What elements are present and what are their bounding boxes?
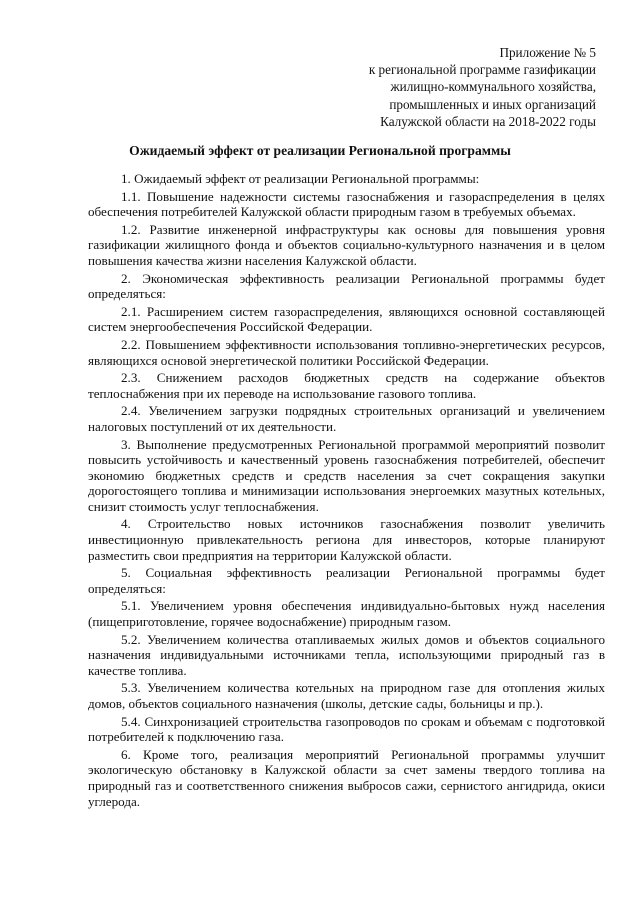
appendix-number: Приложение № 5	[499, 45, 596, 60]
appendix-program-line-3: промышленных и иных организаций	[389, 96, 596, 112]
paragraph-5-4: 5.4. Синхронизацией строительства газопроводов по срокам и объемам с подготовкой потребителей к подключению газа.	[88, 713, 605, 745]
paragraph-2-2: 2.2. Повышением эффективности использования топливно-энергетических ресурсов, являющихся основой энергетической политики Российской Федерации.	[88, 336, 605, 368]
paragraph-1-1: 1.1. Повышение надежности системы газоснабжения и газораспределения в целях обеспечения потребителей Калужской области природным газом в требуемых объемах.	[88, 188, 605, 220]
appendix-program-line-1: к региональной программе газификации	[368, 62, 596, 78]
appendix-header	[296, 44, 596, 130]
paragraph-2-1: 2.1. Расширением систем газораспределения, являющихся основной составляющей систем энергообеспечения Российской Федерации.	[88, 303, 605, 335]
appendix-program-line-2: жилищно-коммунального хозяйства,	[390, 79, 596, 95]
paragraph-5: 5. Социальная эффективность реализации Региональной программы будет определяться:	[88, 565, 605, 596]
paragraph-4: 4. Строительство новых источников газоснабжения позволит увеличить инвестиционную привлекательность региона для инвесторов, которые планируют разместить свои предприятия на территории Калужской области.	[88, 516, 605, 563]
appendix-program-line-4: Калужской области на 2018-2022 годы	[380, 113, 596, 129]
paragraph-5-1: 5.1. Увеличением уровня обеспечения индивидуально-бытовых нужд населения (пищеприготовление, горячее водоснабжение) природным газом.	[88, 598, 605, 630]
paragraph-3: 3. Выполнение предусмотренных Региональной программой мероприятий позволит повысить устойчивость и качественный уровень газоснабжения потребителей, обеспечит экономию бюджетных средств и средств населения за счет сокращения закупки дорогостоящего топлива и минимизации использования энергоемких мазутных котельных, снизит стоимость услуг теплоснабжения.	[88, 436, 605, 514]
paragraph-2: 2. Экономическая эффективность реализации Региональной программы будет определяться:	[88, 270, 605, 302]
paragraph-1-2: 1.2. Развитие инженерной инфраструктуры как основы для повышения уровня газификации жилищного фонда и объектов социально-культурного назначения и в целом повышения качества жизни населения Калужской области.	[88, 221, 605, 268]
paragraph-2-3: 2.3. Снижением расходов бюджетных средств на содержание объектов теплоснабжения при их переводе на использование газового топлива.	[88, 370, 605, 401]
paragraph-5-2: 5.2. Увеличением количества отапливаемых жилых домов и объектов социального назначения индивидуальными источниками тепла, использующими природный газ в качестве топлива.	[88, 631, 605, 678]
paragraph-1: 1. Ожидаемый эффект от реализации Региональной программы:	[121, 171, 480, 186]
document-body	[88, 171, 605, 809]
paragraph-2-4: 2.4. Увеличением загрузки подрядных строительных организаций и увеличением налоговых поступлений от их деятельности.	[88, 403, 605, 434]
paragraph-6: 6. Кроме того, реализация мероприятий Региональной программы улучшит экологическую обстановку в Калужской области за счет замены твердого топлива на природный газ и соответственного снижения выбросов сажи, сернистого ангидрида, окиси углерода.	[88, 746, 605, 809]
paragraph-5-3: 5.3. Увеличением количества котельных на природном газе для отопления жилых домов, объектов социального назначения (школы, детские сады, больницы и пр.).	[88, 680, 605, 711]
document-title: Ожидаемый эффект от реализации Региональной программы	[129, 143, 511, 158]
